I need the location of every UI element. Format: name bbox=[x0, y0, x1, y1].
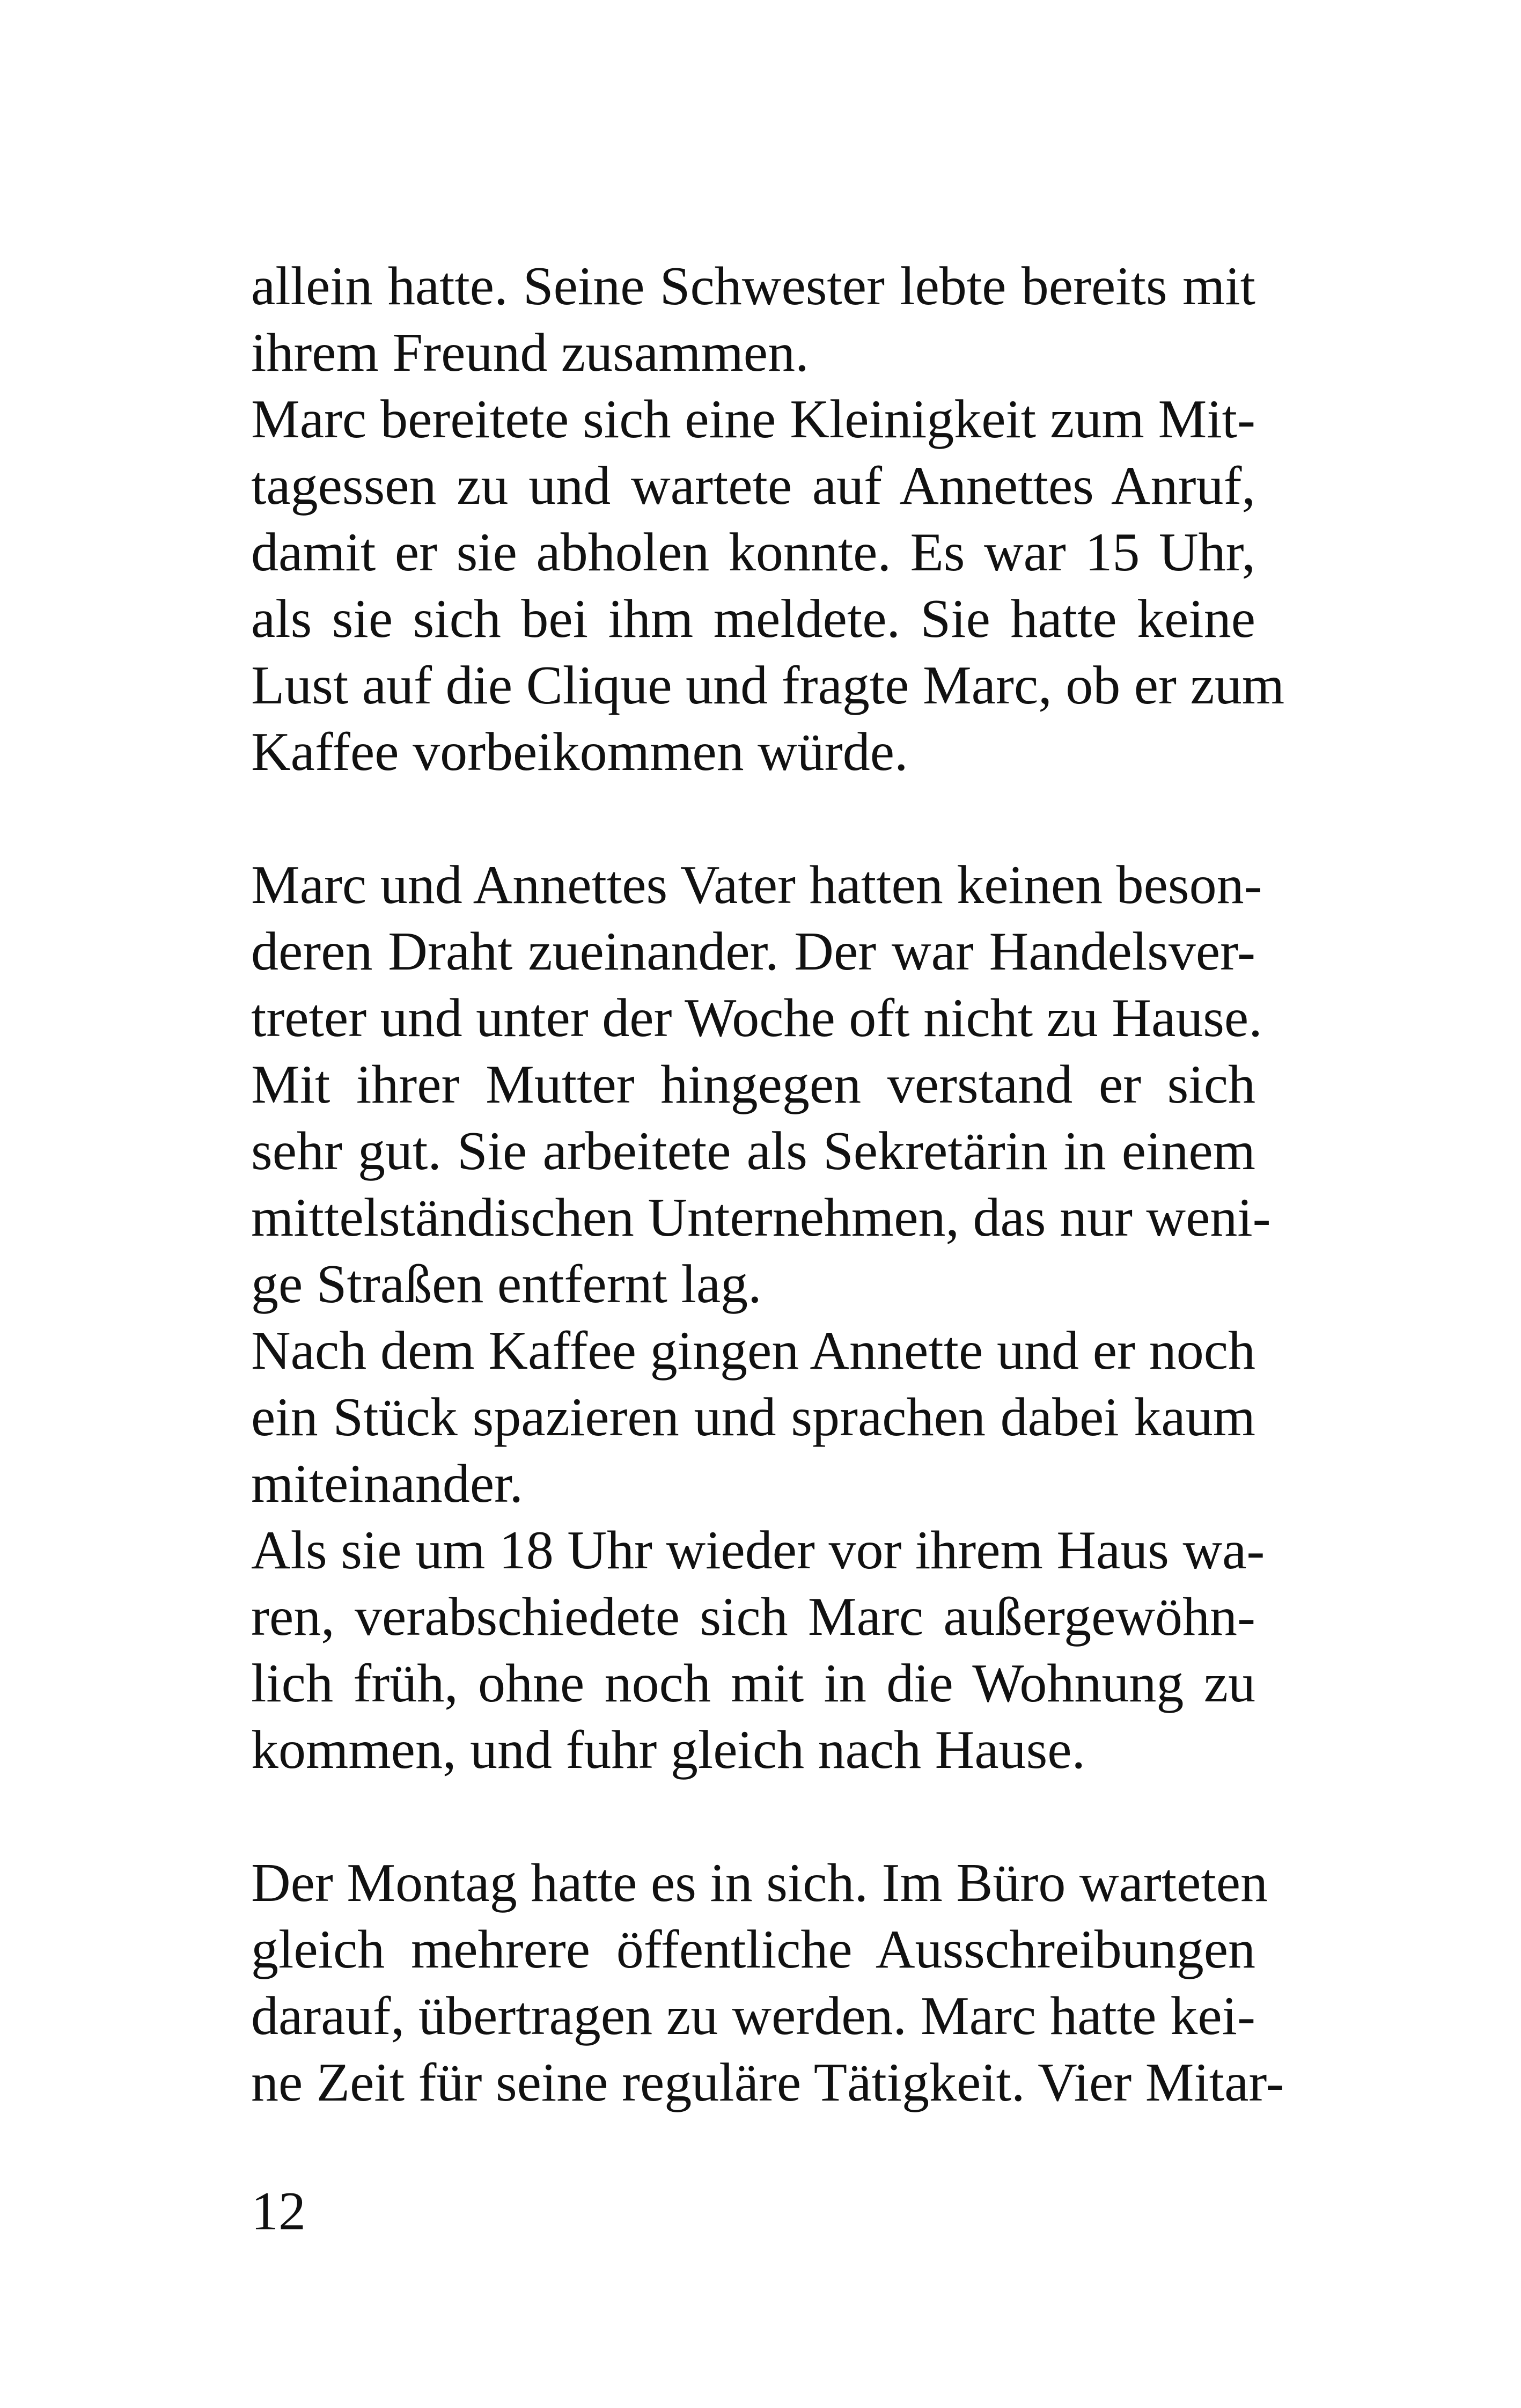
text-line: ihrem Freund zusammen. bbox=[251, 322, 809, 383]
text-line: ne Zeit für seine reguläre Tätigkeit. Vier Mitar- bbox=[251, 2052, 1284, 2113]
text-line: Lust auf die Clique und fragte Marc, ob er zum bbox=[251, 655, 1285, 716]
body-text bbox=[251, 253, 1285, 2116]
paragraph bbox=[251, 253, 1255, 386]
text-line: damit er sie abholen konnte. Es war 15 Uhr, bbox=[251, 522, 1255, 583]
text-line: ein Stück spazieren und sprachen dabei kaum bbox=[251, 1387, 1255, 1448]
text-line: Als sie um 18 Uhr wieder vor ihrem Haus wa- bbox=[251, 1520, 1265, 1581]
text-line: Mit ihrer Mutter hingegen verstand er sich bbox=[251, 1054, 1255, 1115]
text-line: gleich mehrere öffentliche Ausschreibungen bbox=[251, 1919, 1255, 1980]
paragraph bbox=[251, 1318, 1255, 1517]
text-line: Der Montag hatte es in sich. Im Büro warteten bbox=[251, 1853, 1268, 1913]
text-line: deren Draht zueinander. Der war Handelsver- bbox=[251, 921, 1255, 982]
paragraph bbox=[251, 386, 1285, 785]
text-line: allein hatte. Seine Schwester lebte bereits mit bbox=[251, 256, 1255, 317]
text-line: als sie sich bei ihm meldete. Sie hatte keine bbox=[251, 589, 1255, 649]
paragraph bbox=[251, 852, 1271, 1318]
text-line: sehr gut. Sie arbeitete als Sekretärin in einem bbox=[251, 1121, 1255, 1181]
text-line: kommen, und fuhr gleich nach Hause. bbox=[251, 1720, 1086, 1780]
text-line: ge Straßen entfernt lag. bbox=[251, 1254, 762, 1315]
paragraph bbox=[251, 1517, 1265, 1783]
paragraph bbox=[251, 1850, 1284, 2116]
text-line: Kaffee vorbeikommen würde. bbox=[251, 722, 908, 782]
text-line: Marc bereitete sich eine Kleinigkeit zum Mit- bbox=[251, 389, 1255, 450]
text-line: tagessen zu und wartete auf Annettes Anruf, bbox=[251, 456, 1255, 516]
text-line: miteinander. bbox=[251, 1453, 524, 1514]
text-line: Nach dem Kaffee gingen Annette und er noch bbox=[251, 1320, 1255, 1381]
paragraph-gap bbox=[251, 785, 1255, 852]
text-line: lich früh, ohne noch mit in die Wohnung zu bbox=[251, 1653, 1255, 1714]
text-line: darauf, übertragen zu werden. Marc hatte kei- bbox=[251, 1986, 1255, 2046]
text-line: treter und unter der Woche oft nicht zu Hause. bbox=[251, 988, 1262, 1048]
paragraph-gap bbox=[251, 1783, 1255, 1850]
text-line: mittelständischen Unternehmen, das nur weni- bbox=[251, 1187, 1271, 1248]
text-line: Marc und Annettes Vater hatten keinen beson- bbox=[251, 855, 1262, 915]
page-number: 12 bbox=[251, 2181, 306, 2242]
text-line: ren, verabschiedete sich Marc außergewöhn- bbox=[251, 1587, 1255, 1647]
